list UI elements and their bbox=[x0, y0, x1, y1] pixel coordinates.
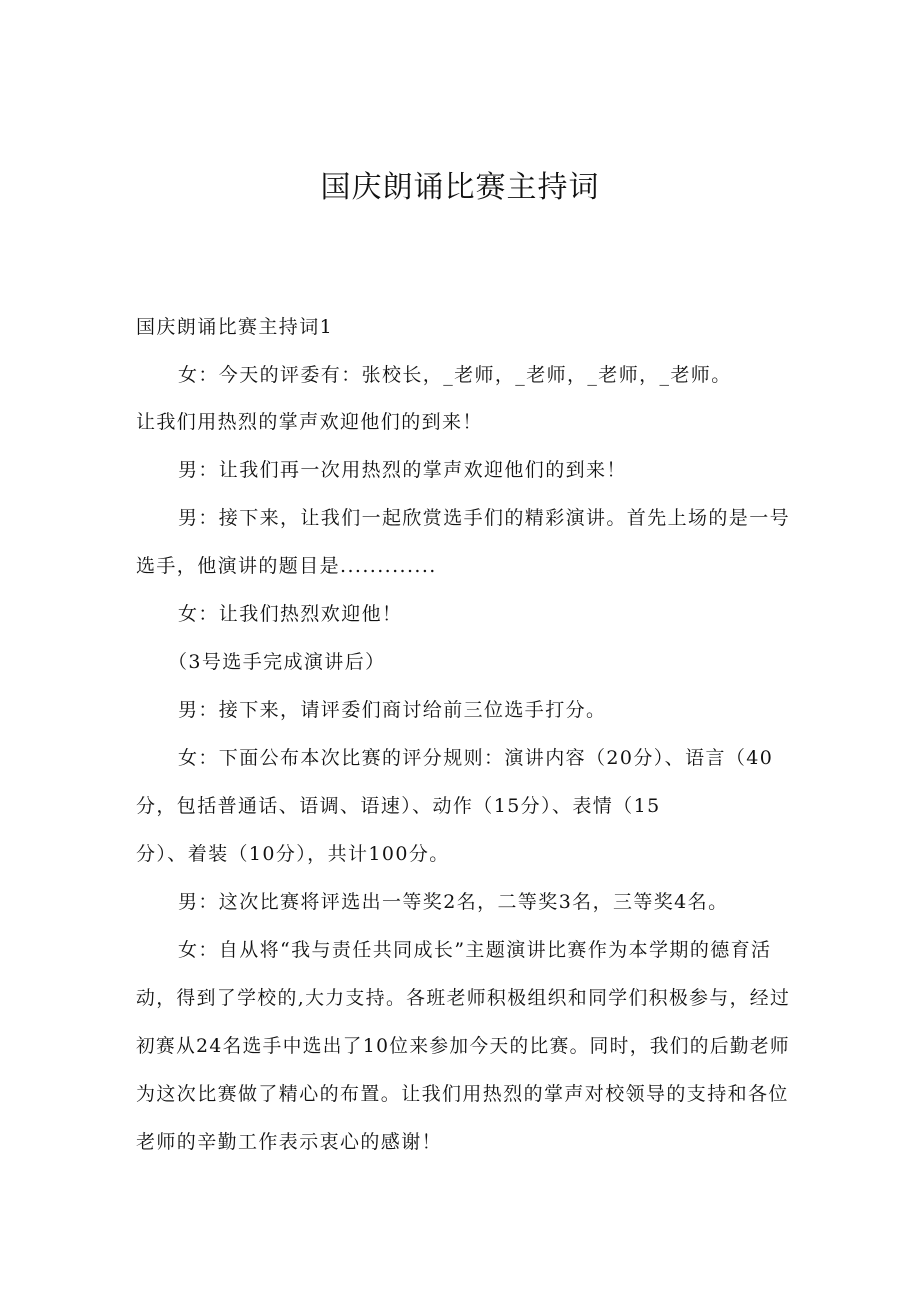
paragraph-line: 男：接下来，让我们一起欣赏选手们的精彩演讲。首先上场的是一号 bbox=[178, 507, 791, 529]
paragraph-line: 女：今天的评委有：张校长，_老师，_老师，_老师，_老师。 bbox=[178, 364, 732, 386]
paragraph-line: 男：让我们再一次用热烈的掌声欢迎他们的到来！ bbox=[178, 459, 627, 481]
paragraph-line: 女：自从将“我与责任共同成长”主题演讲比赛作为本学期的德育活 bbox=[178, 939, 772, 961]
paragraph-line: 女：下面公布本次比赛的评分规则：演讲内容（20分）、语言（40 bbox=[178, 747, 774, 769]
paragraph-line: 选手，他演讲的题目是............. bbox=[136, 555, 437, 577]
paragraph-line: 老师的辛勤工作表示衷心的感谢！ bbox=[136, 1131, 443, 1153]
paragraph-line: 让我们用热烈的掌声欢迎他们的到来！ bbox=[136, 411, 483, 433]
paragraph-line: 分，包括普通话、语调、语速）、动作（15分）、表情（15 bbox=[136, 795, 661, 817]
section-heading: 国庆朗诵比赛主持词1 bbox=[136, 316, 334, 338]
paragraph-line: （3号选手完成演讲后） bbox=[168, 651, 386, 673]
paragraph-line: 男：这次比赛将评选出一等奖2名，二等奖3名，三等奖4名。 bbox=[178, 891, 729, 913]
document-title: 国庆朗诵比赛主持词 bbox=[320, 170, 600, 205]
paragraph-line: 分）、着装（10分），共计100分。 bbox=[136, 843, 450, 865]
paragraph-line: 女：让我们热烈欢迎他！ bbox=[178, 603, 403, 625]
paragraph-line: 动，得到了学校的,大力支持。各班老师积极组织和同学们积极参与，经过 bbox=[136, 987, 791, 1009]
paragraph-line: 初赛从24名选手中选出了10位来参加今天的比赛。同时，我们的后勤老师 bbox=[136, 1035, 790, 1057]
paragraph-line: 为这次比赛做了精心的布置。让我们用热烈的掌声对校领导的支持和各位 bbox=[136, 1083, 789, 1105]
paragraph-line: 男：接下来，请评委们商讨给前三位选手打分。 bbox=[178, 699, 607, 721]
